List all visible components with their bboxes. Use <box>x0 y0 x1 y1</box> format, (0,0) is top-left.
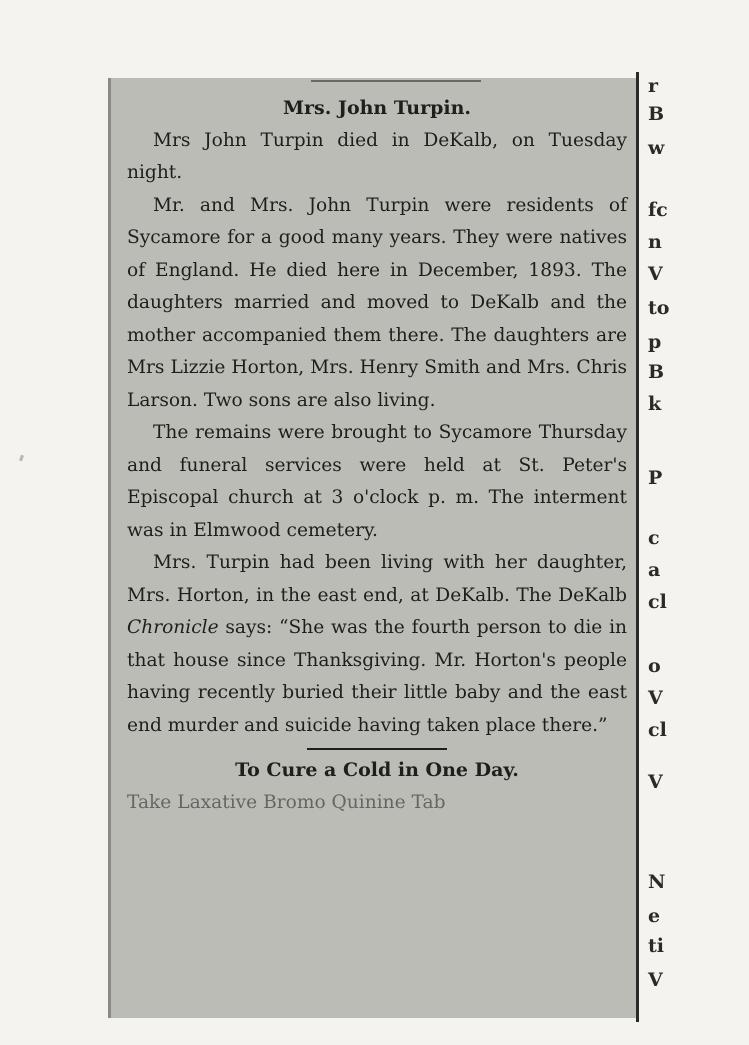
newspaper-name-italic: Chronicle <box>127 617 219 638</box>
fragment: V <box>648 263 663 285</box>
article-paragraph-1: Mrs John Turpin died in DeKalb, on Tuesday night. <box>127 129 627 183</box>
fragment: V <box>648 969 663 991</box>
fragment: N <box>648 871 666 893</box>
fragment: ti <box>648 935 664 957</box>
fragment: e <box>648 905 661 927</box>
obituary-article <box>127 92 627 819</box>
scan-speck <box>19 455 24 462</box>
article-paragraph-3: The remains were brought to Sycamore Thursday and funeral services were held at St. Peter's Episcopal church at 3 o'clock p. m. The interment was in Elmwood cemetery. <box>127 422 627 541</box>
column-divider <box>636 72 639 1022</box>
top-rule <box>311 80 481 82</box>
fragment: cl <box>648 719 667 741</box>
fragment: w <box>648 137 665 159</box>
newspaper-clipping <box>108 78 636 1018</box>
paragraph-4-text-a: Mrs. Turpin had been living with her daughter, Mrs. Horton, in the east end, at DeKalb. The DeKalb <box>127 552 627 606</box>
article-headline: Mrs. John Turpin. <box>282 97 472 119</box>
fragment: V <box>648 771 663 793</box>
fragment: to <box>648 297 670 319</box>
fragment: P <box>648 467 663 489</box>
fragment: n <box>648 231 662 253</box>
fragment: c <box>648 527 660 549</box>
fragment: fc <box>648 199 668 221</box>
article-paragraph-2: Mr. and Mrs. John Turpin were residents of Sycamore for a good many years. They were natives of England. He died here in December, 1893. The daughters married and moved to DeKalb and the mother accompanied them there. The daughters are Mrs Lizzie Horton, Mrs. Henry Smith and Mrs. Chris Larson. Two sons are also living. <box>127 194 627 411</box>
article-paragraph-4 <box>127 547 627 742</box>
paragraph-4-text-b: says: “She was the fourth person to die in that house since Thanksgiving. Mr. Horton's people having recently buried their little baby and the east end murder and suicide having taken place there.” <box>127 617 627 736</box>
fragment: B <box>648 361 665 383</box>
fragment: p <box>648 331 662 353</box>
fragment: k <box>648 393 662 415</box>
fragment: a <box>648 559 661 581</box>
adjacent-column-fragments <box>648 72 688 1012</box>
fragment: B <box>648 103 665 125</box>
next-article-headline: To Cure a Cold in One Day. <box>235 759 519 781</box>
section-rule <box>307 748 447 750</box>
fragment: r <box>648 75 659 97</box>
fragment: cl <box>648 591 667 613</box>
cutoff-text-line: Take Laxative Bromo Quinine Tab <box>127 791 446 813</box>
fragment: V <box>648 687 663 709</box>
fragment: o <box>648 655 661 677</box>
